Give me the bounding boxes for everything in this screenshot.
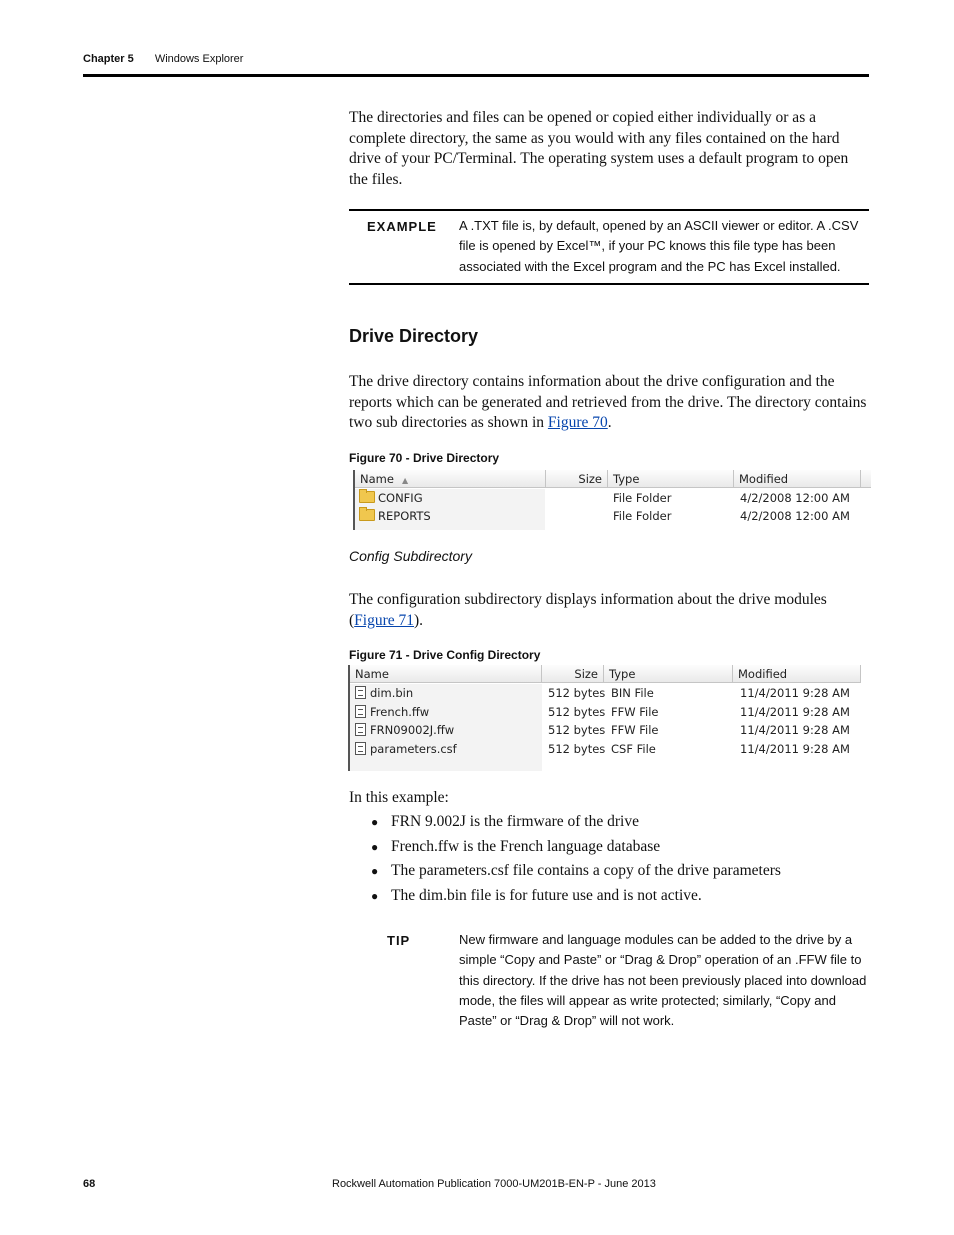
config-paragraph-text: The configuration subdirectory displays information about the drive modules ( bbox=[349, 591, 827, 629]
list-item: ● French.ffw is the French language database bbox=[371, 835, 781, 860]
folder-icon bbox=[359, 491, 375, 503]
list-item[interactable]: REPORTS bbox=[359, 509, 431, 523]
drive-paragraph-text: The drive directory contains information about the drive configuration and the reports which can be generated and retrieved from the drive. The directory contains two sub directories as shown in bbox=[349, 373, 867, 431]
example-text: A .TXT file is, by default, opened by an ASCII viewer or editor. A .CSV file is opened by Excel™, if your PC knows this file type has been associated with the Excel program and the PC has Excel installed. bbox=[459, 218, 859, 274]
drive-directory-paragraph bbox=[349, 372, 869, 434]
item-modified: 11/4/2011 9:28 AM bbox=[740, 742, 850, 756]
figure-70-link[interactable]: Figure 70 bbox=[547, 414, 608, 431]
config-paragraph bbox=[349, 590, 869, 631]
item-modified: 11/4/2011 9:28 AM bbox=[740, 723, 850, 737]
publication-info: Rockwell Automation Publication 7000-UM201B-EN-P - June 2013 bbox=[332, 1178, 656, 1190]
item-size: 512 bytes bbox=[548, 705, 606, 719]
column-header-size[interactable]: Size bbox=[542, 665, 604, 683]
list-item: ● FRN 9.002J is the firmware of the drive bbox=[371, 810, 781, 835]
column-header-size[interactable]: Size bbox=[546, 470, 608, 488]
item-type: CSF File bbox=[611, 742, 656, 756]
list-item[interactable]: parameters.csf bbox=[355, 742, 457, 756]
item-modified: 4/2/2008 12:00 AM bbox=[740, 491, 850, 505]
file-icon bbox=[355, 686, 366, 699]
item-type: FFW File bbox=[611, 723, 659, 737]
file-icon bbox=[355, 705, 366, 718]
item-type: BIN File bbox=[611, 686, 654, 700]
file-icon bbox=[355, 723, 366, 736]
column-header-filler bbox=[861, 470, 871, 488]
bullet-icon: ● bbox=[371, 864, 379, 879]
folder-icon bbox=[359, 509, 375, 521]
item-modified: 11/4/2011 9:28 AM bbox=[740, 705, 850, 719]
item-type: FFW File bbox=[611, 705, 659, 719]
page-number: 68 bbox=[83, 1178, 96, 1190]
figure-70-caption: Figure 70 - Drive Directory bbox=[349, 451, 500, 465]
column-header-type[interactable]: Type bbox=[608, 470, 734, 488]
column-header-modified[interactable]: Modified bbox=[733, 665, 861, 683]
example-label: EXAMPLE bbox=[367, 219, 437, 234]
example-intro: In this example: bbox=[349, 789, 449, 806]
figure-71-link[interactable]: Figure 71 bbox=[354, 611, 415, 629]
chapter-label: Chapter 5 bbox=[83, 53, 134, 65]
item-type: File Folder bbox=[613, 509, 672, 523]
list-item[interactable]: CONFIG bbox=[359, 491, 423, 505]
list-item[interactable]: FRN09002J.ffw bbox=[355, 723, 454, 737]
tip-label: TIP bbox=[387, 933, 411, 948]
subheading-config-subdirectory: Config Subdirectory bbox=[349, 548, 472, 564]
list-item[interactable]: dim.bin bbox=[355, 686, 413, 700]
list-item[interactable]: French.ffw bbox=[355, 705, 429, 719]
bullet-icon: ● bbox=[371, 839, 379, 854]
bullet-icon: ● bbox=[371, 815, 379, 829]
header-rule bbox=[83, 74, 869, 77]
item-modified: 11/4/2011 9:28 AM bbox=[740, 686, 850, 700]
item-modified: 4/2/2008 12:00 AM bbox=[740, 509, 850, 523]
item-size: 512 bytes bbox=[548, 686, 606, 700]
bullet-icon: ● bbox=[371, 888, 379, 903]
column-header-name[interactable]: Name bbox=[350, 665, 542, 683]
column-header-modified[interactable]: Modified bbox=[734, 470, 861, 488]
file-icon bbox=[355, 742, 366, 755]
config-directory-listing bbox=[348, 665, 865, 771]
column-header-name[interactable]: Name ▲ bbox=[355, 470, 546, 488]
intro-paragraph: The directories and files can be opened or copied either individually or as a complete directory, the same as you would with any files contained on the hard drive of your PC/Terminal. The operating system uses a default program to open the files. bbox=[349, 109, 849, 188]
bullet-list bbox=[371, 810, 781, 908]
example-note bbox=[349, 209, 869, 285]
running-header bbox=[83, 53, 243, 65]
drive-paragraph-end: . bbox=[607, 414, 612, 431]
item-type: File Folder bbox=[613, 491, 672, 505]
item-size: 512 bytes bbox=[548, 723, 606, 737]
sort-arrow-icon: ▲ bbox=[401, 476, 409, 485]
tip-text: New firmware and language modules can be added to the drive by a simple “Copy and Paste” or “Drag & Drop” operation of an .FFW file to this directory. If the drive has not been previously placed into download mode, the files will appear as write protected; similarly, “Copy and Paste” or “Drag & Drop” will not work. bbox=[459, 932, 867, 1029]
list-item: ● The parameters.csf file contains a copy of the drive parameters bbox=[371, 859, 781, 884]
list-item: ● The dim.bin file is for future use and is not active. bbox=[371, 884, 781, 909]
item-size: 512 bytes bbox=[548, 742, 606, 756]
section-heading-drive-directory: Drive Directory bbox=[349, 326, 479, 346]
drive-directory-listing bbox=[353, 470, 869, 530]
column-header-type[interactable]: Type bbox=[604, 665, 733, 683]
chapter-title: Windows Explorer bbox=[154, 53, 244, 65]
config-paragraph-end: ). bbox=[414, 611, 424, 629]
figure-71-caption: Figure 71 - Drive Config Directory bbox=[349, 648, 541, 662]
